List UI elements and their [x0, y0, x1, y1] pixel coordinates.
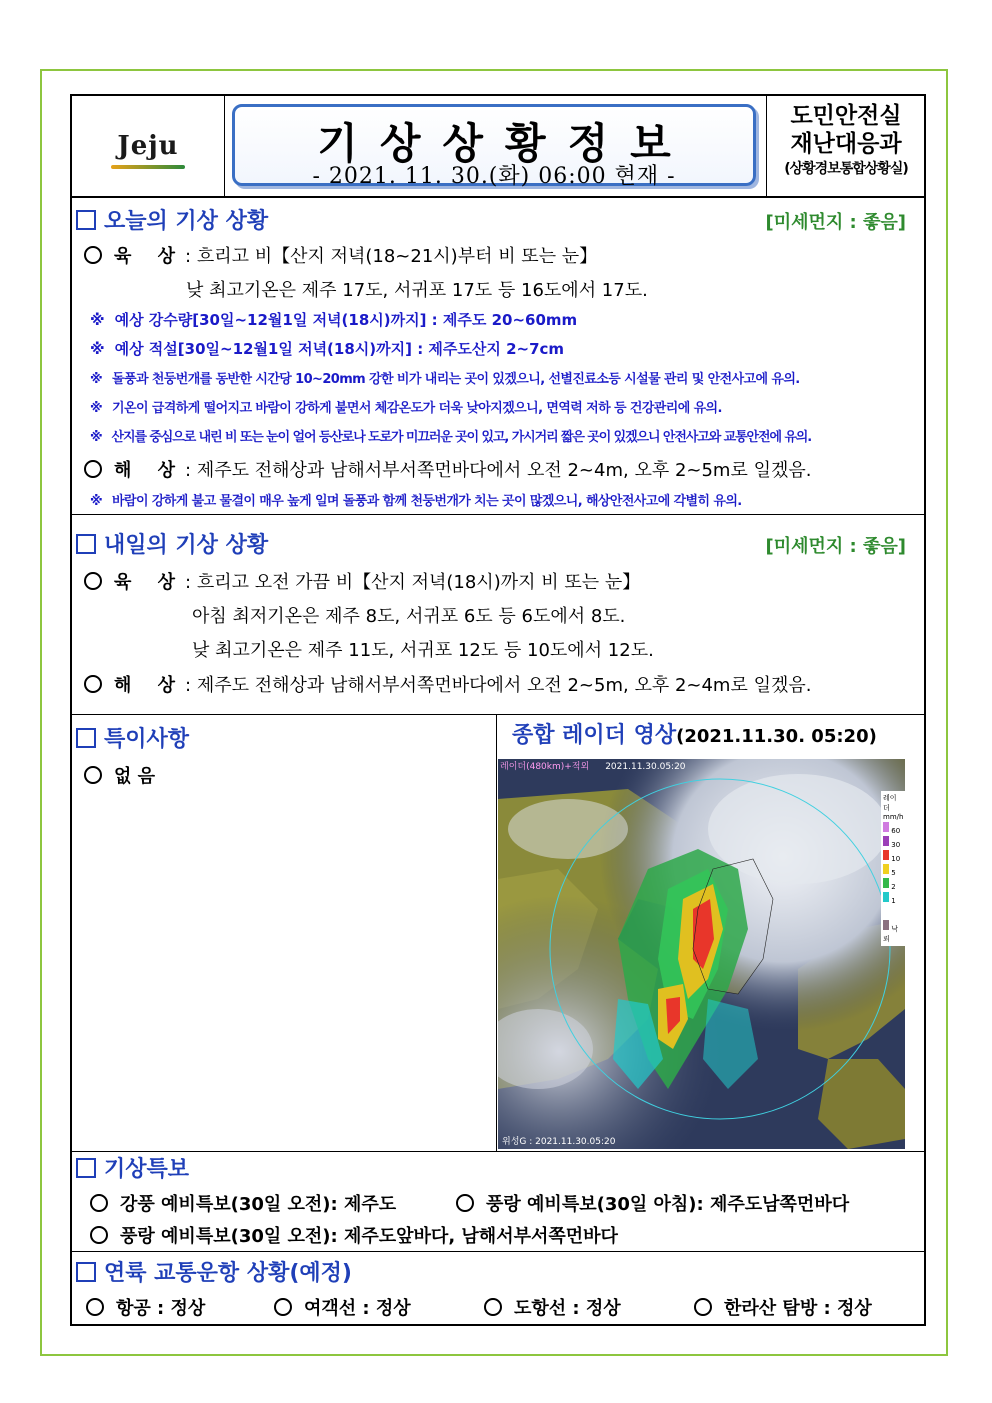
traffic-item-text: 도항선 : 정상 — [514, 1298, 621, 1319]
section-divider — [72, 714, 924, 715]
circle-bullet-icon — [84, 766, 102, 784]
traffic-item-ferry — [274, 1294, 411, 1320]
tomorrow-land-line — [84, 568, 640, 594]
department-box — [766, 96, 925, 196]
warnings-title — [76, 1152, 189, 1183]
circle-bullet-icon — [84, 675, 102, 693]
checkbox-square-icon — [76, 728, 96, 748]
today-title-text: 오늘의 기상 상황 — [104, 209, 269, 234]
asterism-icon: ※ — [90, 340, 105, 358]
special-item-text: 없 음 — [114, 766, 156, 787]
traffic-item-text: 한라산 탐방 : 정상 — [724, 1298, 872, 1319]
today-land-text: : 흐리고 비【산지 저녁(18~21시)부터 비 또는 눈】 — [185, 246, 598, 267]
today-note-2 — [90, 338, 564, 359]
today-note-1-text: 예상 강수량[30일~12월1일 저녁(18시)까지] : 제주도 20~60mm — [114, 311, 578, 329]
checkbox-square-icon — [76, 210, 96, 230]
circle-bullet-icon — [86, 1298, 104, 1316]
traffic-item-text: 항공 : 정상 — [116, 1298, 206, 1319]
circle-bullet-icon — [274, 1298, 292, 1316]
traffic-title-text: 연륙 교통운항 상황(예정) — [104, 1261, 352, 1286]
checkbox-square-icon — [76, 1262, 96, 1282]
asterism-icon: ※ — [90, 372, 103, 387]
legend-value: 60 — [891, 827, 901, 835]
legend-row-2 — [883, 877, 903, 891]
today-sea-line — [84, 456, 811, 482]
section-divider — [72, 1251, 924, 1252]
title-box — [232, 104, 756, 189]
department-line-2: 재난대응과 — [790, 131, 902, 157]
tomorrow-land-label: 육 상 — [114, 572, 186, 593]
report-datetime: - 2021. 11. 30.(화) 06:00 현재 - — [312, 164, 676, 189]
asterism-icon: ※ — [90, 401, 103, 416]
legend-swatch — [883, 864, 889, 874]
warning-item-text: 풍랑 예비특보(30일 오전): 제주도앞바다, 남해서부서쪽먼바다 — [120, 1226, 618, 1247]
circle-bullet-icon — [484, 1298, 502, 1316]
radar-title — [512, 718, 877, 749]
today-land-text-2: 낮 최고기온은 제주 17도, 서귀포 17도 등 16도에서 17도. — [186, 280, 648, 301]
legend-unit: mm/h — [883, 813, 904, 821]
warning-item-text: 풍랑 예비특보(30일 아침): 제주도남쪽먼바다 — [486, 1194, 850, 1215]
warning-item — [90, 1222, 618, 1248]
today-note-2-text: 예상 적설[30일~12월1일 저녁(18시)까지] : 제주도산지 2~7cm — [114, 340, 565, 358]
tomorrow-dust-status: [미세먼지 : 좋음] — [765, 536, 906, 557]
circle-bullet-icon — [84, 572, 102, 590]
traffic-title — [76, 1256, 352, 1287]
asterism-icon: ※ — [90, 311, 105, 329]
tomorrow-sea-text: : 제주도 전해상과 남해서부서쪽먼바다에서 오전 2~5m, 오후 2~4m로 일겠음. — [185, 675, 812, 696]
legend-value: 1 — [891, 897, 896, 905]
legend-row-1 — [883, 891, 903, 905]
special-title-text: 특이사항 — [104, 727, 190, 752]
warning-item-text: 강풍 예비특보(30일 오전): 제주도 — [120, 1194, 397, 1215]
tomorrow-title-text: 내일의 기상 상황 — [104, 533, 269, 558]
traffic-item-island-ferry — [484, 1294, 621, 1320]
jeju-logo — [72, 96, 225, 196]
legend-value: 30 — [891, 841, 901, 849]
column-divider — [496, 714, 497, 1151]
logo-text: Jeju — [117, 131, 179, 161]
today-note-4 — [90, 397, 722, 416]
legend-value: 10 — [891, 855, 901, 863]
legend-row-60 — [883, 821, 903, 835]
today-note-4-text: 기온이 급격하게 떨어지고 바람이 강하게 불면서 체감온도가 더욱 낮아지겠으니, 면역력 저하 등 건강관리에 유의. — [112, 401, 722, 416]
today-note-3 — [90, 368, 800, 387]
page-title: 기상상황정보 — [317, 119, 693, 168]
section-divider — [72, 1151, 924, 1152]
document-header — [72, 96, 924, 198]
today-sea-note-text: 바람이 강하게 불고 물결이 매우 높게 일며 돌풍과 함께 천둥번개가 치는 곳이 많겠으니, 해상안전사고에 각별히 유의. — [112, 494, 742, 509]
radar-caption-title: 레이더(480km)+적외 — [500, 762, 590, 772]
radar-map-graphic — [498, 759, 905, 1149]
today-dust-status: [미세먼지 : 좋음] — [765, 212, 906, 233]
today-sea-label: 해 상 — [114, 460, 186, 481]
today-sea-text: : 제주도 전해상과 남해서부서쪽먼바다에서 오전 2~4m, 오후 2~5m로 일겠음. — [185, 460, 812, 481]
department-line-1: 도민안전실 — [790, 103, 902, 129]
special-item — [84, 762, 155, 788]
legend-swatch — [883, 836, 889, 846]
today-section — [72, 196, 924, 514]
today-land-line — [84, 242, 597, 268]
asterism-icon: ※ — [90, 494, 103, 509]
radar-title-text: 종합 레이더 영상 — [512, 723, 677, 748]
legend-swatch — [883, 920, 889, 930]
legend-value: 2 — [891, 883, 896, 891]
warnings-title-text: 기상특보 — [104, 1157, 190, 1182]
legend-value: 5 — [891, 869, 896, 877]
circle-bullet-icon — [84, 460, 102, 478]
tomorrow-sea-line — [84, 671, 811, 697]
legend-row-30 — [883, 835, 903, 849]
warning-item — [90, 1190, 396, 1216]
circle-bullet-icon — [694, 1298, 712, 1316]
asterism-icon: ※ — [90, 430, 102, 445]
legend-title: 레이더 — [883, 794, 897, 812]
circle-bullet-icon — [90, 1194, 108, 1212]
special-title — [76, 722, 189, 753]
tomorrow-land-text: : 흐리고 오전 가끔 비【산지 저녁(18시)까지 비 또는 눈】 — [185, 572, 641, 593]
department-line-3: (상황경보통합상황실) — [784, 161, 908, 177]
today-title — [76, 204, 268, 235]
circle-bullet-icon — [456, 1194, 474, 1212]
tomorrow-title — [76, 528, 268, 559]
traffic-item-text: 여객선 : 정상 — [304, 1298, 411, 1319]
tomorrow-section — [72, 514, 924, 714]
today-note-5-text: 산지를 중심으로 내린 비 또는 눈이 얼어 등산로나 도로가 미끄러운 곳이 있고, 가시거리 짧은 곳이 있겠으니 안전사고와 교통안전에 유의. — [111, 430, 812, 445]
legend-swatch — [883, 892, 889, 902]
tomorrow-land-text-3: 낮 최고기온은 제주 11도, 서귀포 12도 등 10도에서 12도. — [192, 640, 654, 661]
legend-lightning — [883, 919, 903, 944]
radar-caption — [500, 759, 686, 772]
today-sea-note — [90, 490, 742, 509]
tomorrow-land-text-2: 아침 최저기온은 제주 8도, 서귀포 6도 등 6도에서 8도. — [192, 606, 626, 627]
legend-extra: 낙뢰 — [883, 925, 898, 943]
warning-item — [456, 1190, 849, 1216]
today-note-3-text: 돌풍과 천둥번개를 동반한 시간당 10~20mm 강한 비가 내리는 곳이 있겠으니, 선별진료소등 시설물 관리 및 안전사고에 유의. — [112, 372, 800, 387]
weather-document — [70, 94, 926, 1326]
circle-bullet-icon — [90, 1226, 108, 1244]
legend-row-10 — [883, 849, 903, 863]
legend-swatch — [883, 850, 889, 860]
today-land-label: 육 상 — [114, 246, 186, 267]
traffic-item-air — [86, 1294, 205, 1320]
traffic-item-hallasan — [694, 1294, 872, 1320]
legend-row-5 — [883, 863, 903, 877]
checkbox-square-icon — [76, 1158, 96, 1178]
checkbox-square-icon — [76, 534, 96, 554]
radar-date: (2021.11.30. 05:20) — [676, 726, 877, 747]
radar-legend — [881, 791, 905, 946]
tomorrow-sea-label: 해 상 — [114, 675, 186, 696]
radar-footer: 위성G : 2021.11.30.05:20 — [502, 1137, 616, 1147]
radar-caption-time: 2021.11.30.05:20 — [605, 762, 686, 772]
legend-swatch — [883, 822, 889, 832]
legend-swatch — [883, 878, 889, 888]
circle-bullet-icon — [84, 246, 102, 264]
today-note-1 — [90, 309, 577, 330]
radar-satellite-image — [498, 759, 905, 1149]
today-note-5 — [90, 426, 811, 445]
